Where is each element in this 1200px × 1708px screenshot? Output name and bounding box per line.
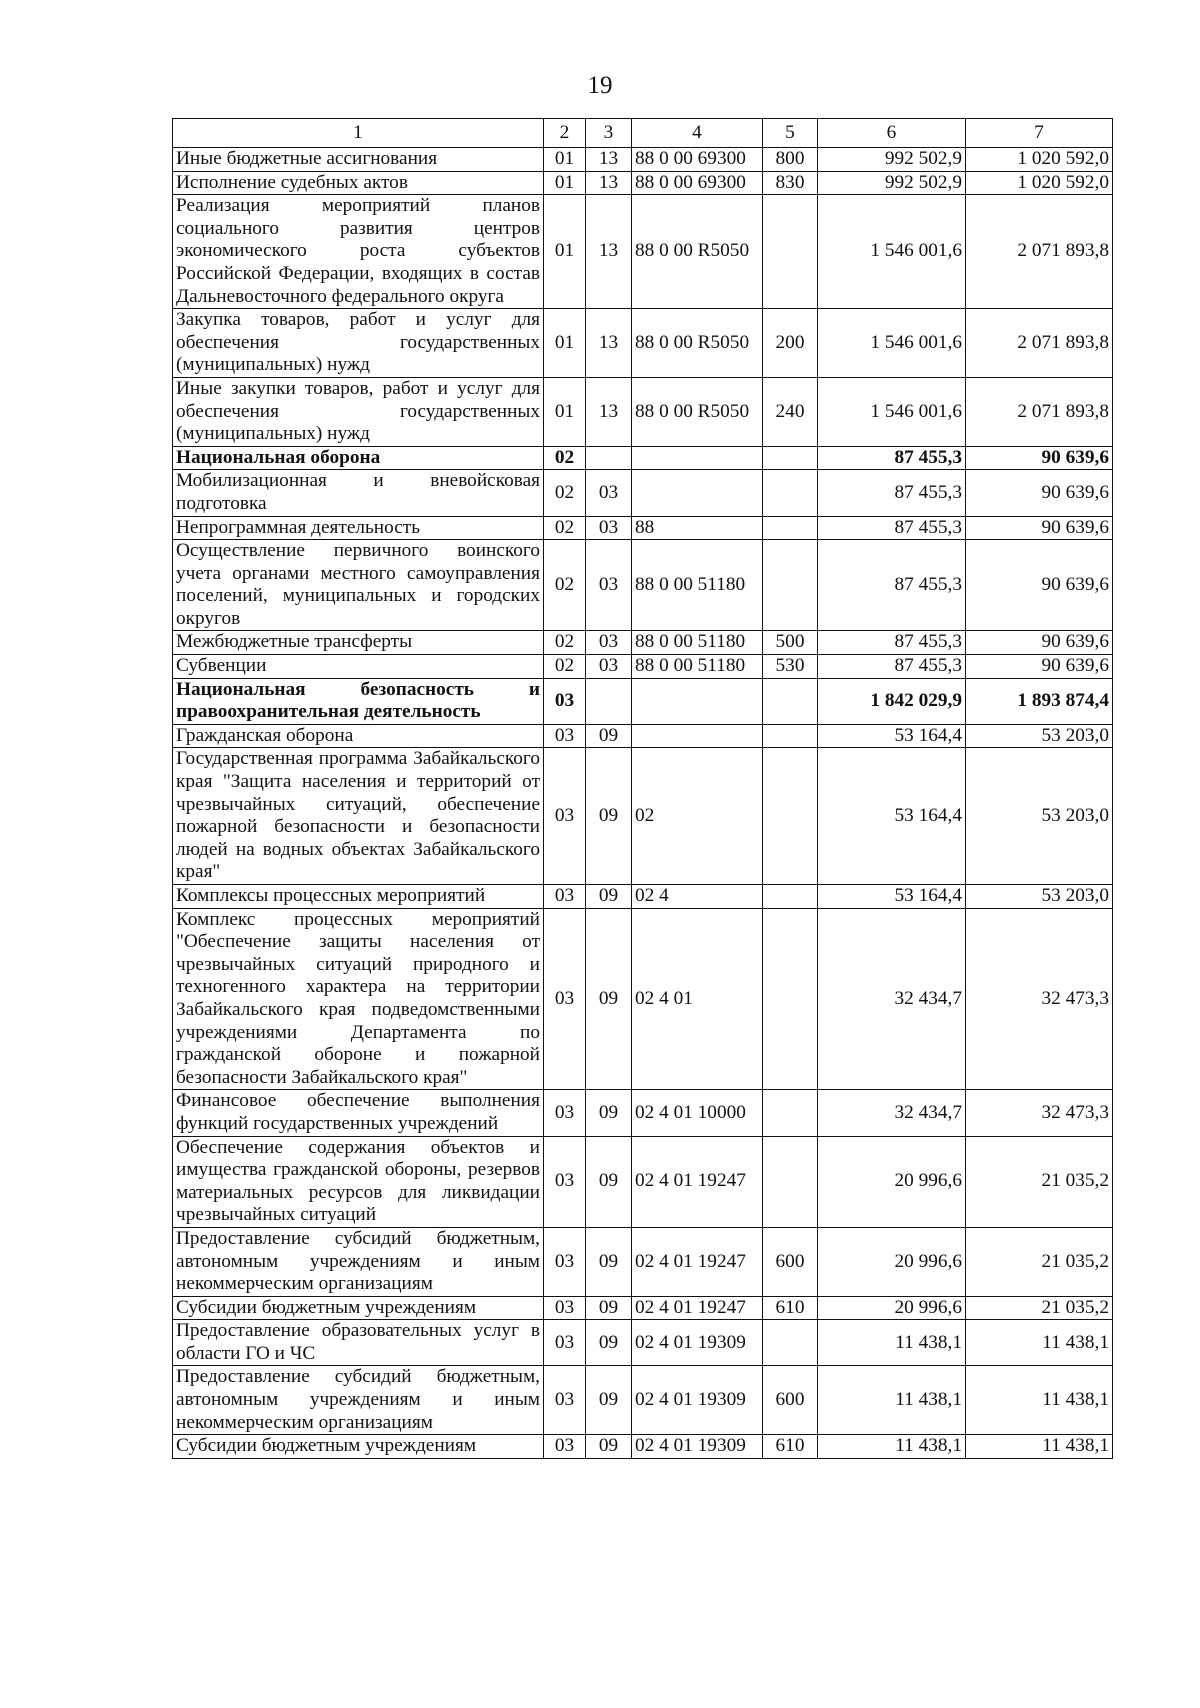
amount-year-1-cell: 32 434,7 bbox=[818, 1090, 966, 1136]
target-article-cell bbox=[632, 678, 763, 724]
section-code-cell: 02 bbox=[544, 516, 586, 540]
table-row bbox=[173, 377, 1113, 446]
table-row bbox=[173, 678, 1113, 724]
target-article-cell: 02 4 01 10000 bbox=[632, 1090, 763, 1136]
section-code-cell: 03 bbox=[544, 724, 586, 748]
row-name-cell: Реализация мероприятий планов социального развития центров экономического роста субъектов Российской Федерации, входящих в состав Дальневосточного федерального округа bbox=[173, 195, 544, 309]
row-name-cell: Мобилизационная и вневойсковая подготовка bbox=[173, 470, 544, 516]
amount-year-1-cell: 11 438,1 bbox=[818, 1366, 966, 1435]
expense-type-cell: 610 bbox=[763, 1435, 818, 1459]
target-article-cell bbox=[632, 446, 763, 470]
expense-type-cell: 500 bbox=[763, 631, 818, 655]
expense-type-cell: 600 bbox=[763, 1227, 818, 1296]
expense-type-cell bbox=[763, 470, 818, 516]
row-name-cell: Обеспечение содержания объектов и имущества гражданской обороны, резервов материальных ресурсов для ликвидации чрезвычайных ситуаций bbox=[173, 1136, 544, 1227]
row-name-cell: Гражданская оборона bbox=[173, 724, 544, 748]
amount-year-2-cell: 90 639,6 bbox=[966, 516, 1113, 540]
subsection-code-cell bbox=[586, 678, 632, 724]
amount-year-2-cell: 53 203,0 bbox=[966, 724, 1113, 748]
target-article-cell: 88 0 00 51180 bbox=[632, 655, 763, 679]
section-code-cell: 01 bbox=[544, 148, 586, 172]
subsection-code-cell: 09 bbox=[586, 1320, 632, 1366]
subsection-code-cell: 03 bbox=[586, 655, 632, 679]
subsection-code-cell: 09 bbox=[586, 724, 632, 748]
column-header-6: 6 bbox=[818, 119, 966, 148]
table-row bbox=[173, 655, 1113, 679]
section-code-cell: 03 bbox=[544, 1090, 586, 1136]
amount-year-1-cell: 1 546 001,6 bbox=[818, 377, 966, 446]
expense-type-cell bbox=[763, 748, 818, 885]
expense-type-cell bbox=[763, 516, 818, 540]
expense-type-cell: 800 bbox=[763, 148, 818, 172]
target-article-cell bbox=[632, 724, 763, 748]
amount-year-2-cell: 21 035,2 bbox=[966, 1296, 1113, 1320]
row-name-cell: Закупка товаров, работ и услуг для обеспечения государственных (муниципальных) нужд bbox=[173, 309, 544, 378]
row-name-cell: Субсидии бюджетным учреждениям bbox=[173, 1435, 544, 1459]
target-article-cell bbox=[632, 470, 763, 516]
column-header-7: 7 bbox=[966, 119, 1113, 148]
expense-type-cell bbox=[763, 908, 818, 1090]
target-article-cell: 02 4 01 19309 bbox=[632, 1435, 763, 1459]
amount-year-2-cell: 90 639,6 bbox=[966, 470, 1113, 516]
amount-year-2-cell: 90 639,6 bbox=[966, 446, 1113, 470]
column-header-1: 1 bbox=[173, 119, 544, 148]
row-name-cell: Национальная оборона bbox=[173, 446, 544, 470]
target-article-cell: 88 0 00 R5050 bbox=[632, 309, 763, 378]
section-code-cell: 03 bbox=[544, 1320, 586, 1366]
table-row bbox=[173, 748, 1113, 885]
section-code-cell: 02 bbox=[544, 655, 586, 679]
subsection-code-cell: 13 bbox=[586, 171, 632, 195]
target-article-cell: 02 4 01 19309 bbox=[632, 1320, 763, 1366]
section-code-cell: 01 bbox=[544, 171, 586, 195]
amount-year-2-cell: 90 639,6 bbox=[966, 631, 1113, 655]
target-article-cell: 88 0 00 69300 bbox=[632, 148, 763, 172]
table-row bbox=[173, 724, 1113, 748]
table-row bbox=[173, 171, 1113, 195]
expense-type-cell bbox=[763, 885, 818, 909]
amount-year-2-cell: 32 473,3 bbox=[966, 908, 1113, 1090]
target-article-cell: 02 4 01 19247 bbox=[632, 1296, 763, 1320]
subsection-code-cell bbox=[586, 446, 632, 470]
table-row bbox=[173, 470, 1113, 516]
expense-type-cell: 610 bbox=[763, 1296, 818, 1320]
target-article-cell: 88 0 00 51180 bbox=[632, 631, 763, 655]
column-header-2: 2 bbox=[544, 119, 586, 148]
subsection-code-cell: 13 bbox=[586, 195, 632, 309]
amount-year-2-cell: 11 438,1 bbox=[966, 1366, 1113, 1435]
amount-year-2-cell: 1 020 592,0 bbox=[966, 171, 1113, 195]
amount-year-2-cell: 2 071 893,8 bbox=[966, 377, 1113, 446]
expense-type-cell bbox=[763, 678, 818, 724]
subsection-code-cell: 09 bbox=[586, 1136, 632, 1227]
row-name-cell: Иные бюджетные ассигнования bbox=[173, 148, 544, 172]
table-row bbox=[173, 1320, 1113, 1366]
section-code-cell: 03 bbox=[544, 1227, 586, 1296]
budget-table bbox=[172, 118, 1113, 1459]
amount-year-2-cell: 21 035,2 bbox=[966, 1227, 1113, 1296]
subsection-code-cell: 03 bbox=[586, 540, 632, 631]
subsection-code-cell: 09 bbox=[586, 908, 632, 1090]
amount-year-2-cell: 90 639,6 bbox=[966, 540, 1113, 631]
expense-type-cell: 200 bbox=[763, 309, 818, 378]
row-name-cell: Иные закупки товаров, работ и услуг для обеспечения государственных (муниципальных) нужд bbox=[173, 377, 544, 446]
section-code-cell: 02 bbox=[544, 470, 586, 516]
section-code-cell: 03 bbox=[544, 1296, 586, 1320]
amount-year-1-cell: 32 434,7 bbox=[818, 908, 966, 1090]
amount-year-1-cell: 992 502,9 bbox=[818, 171, 966, 195]
row-name-cell: Субвенции bbox=[173, 655, 544, 679]
section-code-cell: 02 bbox=[544, 446, 586, 470]
section-code-cell: 03 bbox=[544, 678, 586, 724]
row-name-cell: Межбюджетные трансферты bbox=[173, 631, 544, 655]
subsection-code-cell: 09 bbox=[586, 885, 632, 909]
table-row bbox=[173, 631, 1113, 655]
row-name-cell: Субсидии бюджетным учреждениям bbox=[173, 1296, 544, 1320]
row-name-cell: Непрограммная деятельность bbox=[173, 516, 544, 540]
table-row bbox=[173, 446, 1113, 470]
amount-year-1-cell: 87 455,3 bbox=[818, 540, 966, 631]
target-article-cell: 88 0 00 51180 bbox=[632, 540, 763, 631]
section-code-cell: 03 bbox=[544, 885, 586, 909]
page-number: 19 bbox=[587, 72, 613, 99]
amount-year-1-cell: 53 164,4 bbox=[818, 885, 966, 909]
table-row bbox=[173, 1366, 1113, 1435]
expense-type-cell bbox=[763, 195, 818, 309]
section-code-cell: 01 bbox=[544, 377, 586, 446]
amount-year-1-cell: 11 438,1 bbox=[818, 1320, 966, 1366]
target-article-cell: 02 bbox=[632, 748, 763, 885]
table-row bbox=[173, 908, 1113, 1090]
amount-year-2-cell: 32 473,3 bbox=[966, 1090, 1113, 1136]
amount-year-1-cell: 1 546 001,6 bbox=[818, 309, 966, 378]
target-article-cell: 88 bbox=[632, 516, 763, 540]
row-name-cell: Предоставление субсидий бюджетным, автономным учреждениям и иным некоммерческим организациям bbox=[173, 1366, 544, 1435]
table-row bbox=[173, 148, 1113, 172]
amount-year-1-cell: 20 996,6 bbox=[818, 1296, 966, 1320]
amount-year-2-cell: 21 035,2 bbox=[966, 1136, 1113, 1227]
expense-type-cell: 240 bbox=[763, 377, 818, 446]
amount-year-1-cell: 1 546 001,6 bbox=[818, 195, 966, 309]
expense-type-cell bbox=[763, 1136, 818, 1227]
amount-year-1-cell: 20 996,6 bbox=[818, 1136, 966, 1227]
row-name-cell: Исполнение судебных актов bbox=[173, 171, 544, 195]
target-article-cell: 88 0 00 R5050 bbox=[632, 195, 763, 309]
section-code-cell: 03 bbox=[544, 1366, 586, 1435]
section-code-cell: 01 bbox=[544, 195, 586, 309]
section-code-cell: 03 bbox=[544, 1435, 586, 1459]
subsection-code-cell: 03 bbox=[586, 470, 632, 516]
table-row bbox=[173, 1136, 1113, 1227]
subsection-code-cell: 13 bbox=[586, 309, 632, 378]
expense-type-cell: 600 bbox=[763, 1366, 818, 1435]
column-header-4: 4 bbox=[632, 119, 763, 148]
row-name-cell: Предоставление образовательных услуг в области ГО и ЧС bbox=[173, 1320, 544, 1366]
target-article-cell: 88 0 00 R5050 bbox=[632, 377, 763, 446]
amount-year-1-cell: 87 455,3 bbox=[818, 655, 966, 679]
amount-year-2-cell: 1 893 874,4 bbox=[966, 678, 1113, 724]
amount-year-1-cell: 11 438,1 bbox=[818, 1435, 966, 1459]
column-header-3: 3 bbox=[586, 119, 632, 148]
expense-type-cell bbox=[763, 724, 818, 748]
amount-year-2-cell: 11 438,1 bbox=[966, 1435, 1113, 1459]
table-row bbox=[173, 1296, 1113, 1320]
section-code-cell: 02 bbox=[544, 631, 586, 655]
amount-year-2-cell: 53 203,0 bbox=[966, 748, 1113, 885]
table-row bbox=[173, 195, 1113, 309]
subsection-code-cell: 09 bbox=[586, 1227, 632, 1296]
subsection-code-cell: 13 bbox=[586, 377, 632, 446]
section-code-cell: 03 bbox=[544, 908, 586, 1090]
subsection-code-cell: 03 bbox=[586, 516, 632, 540]
amount-year-1-cell: 87 455,3 bbox=[818, 446, 966, 470]
amount-year-1-cell: 87 455,3 bbox=[818, 516, 966, 540]
amount-year-1-cell: 992 502,9 bbox=[818, 148, 966, 172]
expense-type-cell bbox=[763, 1090, 818, 1136]
expense-type-cell bbox=[763, 1320, 818, 1366]
table-row bbox=[173, 885, 1113, 909]
table-body bbox=[173, 148, 1113, 1459]
target-article-cell: 02 4 01 19247 bbox=[632, 1136, 763, 1227]
amount-year-1-cell: 87 455,3 bbox=[818, 470, 966, 516]
amount-year-2-cell: 90 639,6 bbox=[966, 655, 1113, 679]
subsection-code-cell: 03 bbox=[586, 631, 632, 655]
row-name-cell: Предоставление субсидий бюджетным, автономным учреждениям и иным некоммерческим организациям bbox=[173, 1227, 544, 1296]
row-name-cell: Комплексы процессных мероприятий bbox=[173, 885, 544, 909]
row-name-cell: Комплекс процессных мероприятий "Обеспечение защиты населения от чрезвычайных ситуаций природного и техногенного характера на территории Забайкальского края подведомственными учреждениями Департамента по гражданской обороне и пожарной безопасности Забайкальского края" bbox=[173, 908, 544, 1090]
subsection-code-cell: 09 bbox=[586, 1296, 632, 1320]
amount-year-1-cell: 87 455,3 bbox=[818, 631, 966, 655]
amount-year-1-cell: 20 996,6 bbox=[818, 1227, 966, 1296]
amount-year-2-cell: 2 071 893,8 bbox=[966, 195, 1113, 309]
target-article-cell: 88 0 00 69300 bbox=[632, 171, 763, 195]
amount-year-1-cell: 53 164,4 bbox=[818, 748, 966, 885]
row-name-cell: Государственная программа Забайкальского края "Защита населения и территорий от чрезвычайных ситуаций, обеспечение пожарной безопасности и безопасности людей на водных объектах Забайкальского края" bbox=[173, 748, 544, 885]
column-header-5: 5 bbox=[763, 119, 818, 148]
amount-year-2-cell: 11 438,1 bbox=[966, 1320, 1113, 1366]
section-code-cell: 03 bbox=[544, 748, 586, 885]
section-code-cell: 02 bbox=[544, 540, 586, 631]
row-name-cell: Осуществление первичного воинского учета органами местного самоуправления поселений, муниципальных и городских округов bbox=[173, 540, 544, 631]
expense-type-cell bbox=[763, 446, 818, 470]
target-article-cell: 02 4 bbox=[632, 885, 763, 909]
expense-type-cell: 530 bbox=[763, 655, 818, 679]
row-name-cell: Национальная безопасность и правоохранительная деятельность bbox=[173, 678, 544, 724]
subsection-code-cell: 09 bbox=[586, 1435, 632, 1459]
subsection-code-cell: 09 bbox=[586, 1366, 632, 1435]
subsection-code-cell: 13 bbox=[586, 148, 632, 172]
table-row bbox=[173, 1227, 1113, 1296]
subsection-code-cell: 09 bbox=[586, 748, 632, 885]
target-article-cell: 02 4 01 19309 bbox=[632, 1366, 763, 1435]
table-row bbox=[173, 516, 1113, 540]
target-article-cell: 02 4 01 bbox=[632, 908, 763, 1090]
target-article-cell: 02 4 01 19247 bbox=[632, 1227, 763, 1296]
expense-type-cell: 830 bbox=[763, 171, 818, 195]
section-code-cell: 03 bbox=[544, 1136, 586, 1227]
amount-year-1-cell: 1 842 029,9 bbox=[818, 678, 966, 724]
table-row bbox=[173, 1090, 1113, 1136]
row-name-cell: Финансовое обеспечение выполнения функций государственных учреждений bbox=[173, 1090, 544, 1136]
table-row bbox=[173, 540, 1113, 631]
amount-year-2-cell: 1 020 592,0 bbox=[966, 148, 1113, 172]
section-code-cell: 01 bbox=[544, 309, 586, 378]
subsection-code-cell: 09 bbox=[586, 1090, 632, 1136]
table-header-row bbox=[173, 119, 1113, 148]
amount-year-2-cell: 53 203,0 bbox=[966, 885, 1113, 909]
amount-year-2-cell: 2 071 893,8 bbox=[966, 309, 1113, 378]
table-row bbox=[173, 309, 1113, 378]
amount-year-1-cell: 53 164,4 bbox=[818, 724, 966, 748]
table-row bbox=[173, 1435, 1113, 1459]
expense-type-cell bbox=[763, 540, 818, 631]
